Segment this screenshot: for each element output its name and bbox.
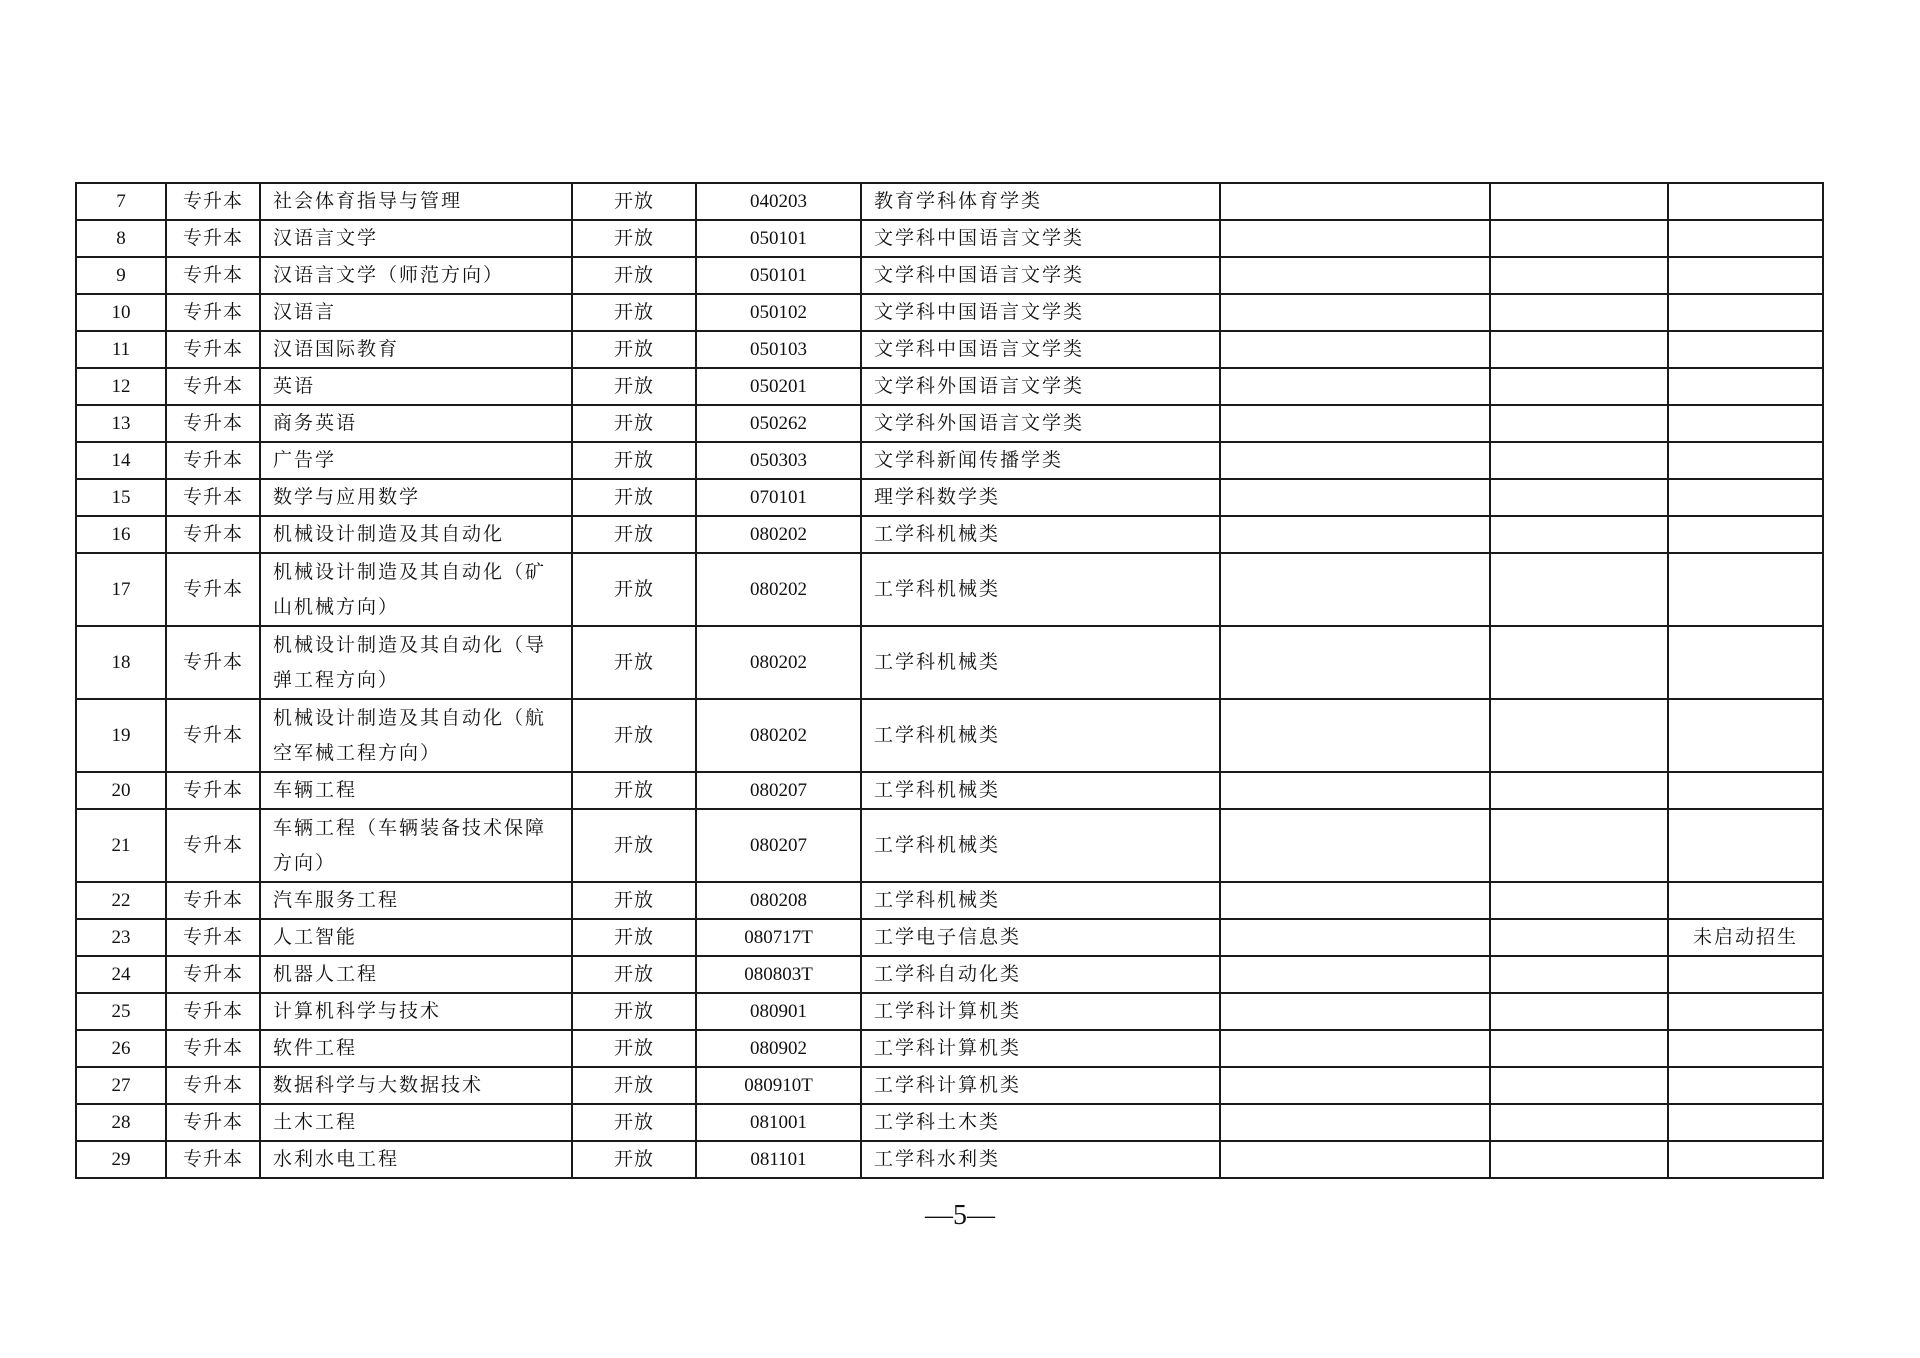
education-level-cell: 专升本 (166, 772, 260, 809)
major-code-cell: 040203 (696, 183, 861, 220)
education-level-cell: 专升本 (166, 442, 260, 479)
table-row (76, 993, 1823, 1030)
education-level-cell: 专升本 (166, 553, 260, 626)
discipline-category-cell: 工学科土木类 (861, 1104, 1220, 1141)
major-name-cell: 广告学 (260, 442, 572, 479)
extra-cell-1 (1220, 1104, 1490, 1141)
extra-cell-2 (1490, 405, 1668, 442)
enrollment-status-cell: 开放 (572, 1030, 696, 1067)
extra-cell-2 (1490, 368, 1668, 405)
major-name-cell: 数学与应用数学 (260, 479, 572, 516)
row-number-cell: 26 (76, 1030, 166, 1067)
extra-cell-1 (1220, 626, 1490, 699)
table-row (76, 626, 1823, 699)
row-number-cell: 17 (76, 553, 166, 626)
education-level-cell: 专升本 (166, 809, 260, 882)
row-number-cell: 23 (76, 919, 166, 956)
extra-cell-1 (1220, 257, 1490, 294)
extra-cell-2 (1490, 993, 1668, 1030)
major-name-cell: 计算机科学与技术 (260, 993, 572, 1030)
discipline-category-cell: 文学科外国语言文学类 (861, 368, 1220, 405)
remark-cell: 未启动招生 (1668, 919, 1823, 956)
major-table (75, 182, 1824, 1179)
extra-cell-1 (1220, 442, 1490, 479)
extra-cell-2 (1490, 479, 1668, 516)
row-number-cell: 20 (76, 772, 166, 809)
discipline-category-cell: 工学科机械类 (861, 553, 1220, 626)
extra-cell-2 (1490, 809, 1668, 882)
discipline-category-cell: 文学科中国语言文学类 (861, 220, 1220, 257)
enrollment-status-cell: 开放 (572, 331, 696, 368)
extra-cell-1 (1220, 993, 1490, 1030)
major-code-cell: 050201 (696, 368, 861, 405)
major-name-cell: 水利水电工程 (260, 1141, 572, 1178)
major-code-cell: 050101 (696, 220, 861, 257)
education-level-cell: 专升本 (166, 626, 260, 699)
major-code-cell: 080717T (696, 919, 861, 956)
extra-cell-1 (1220, 919, 1490, 956)
extra-cell-1 (1220, 956, 1490, 993)
enrollment-status-cell: 开放 (572, 368, 696, 405)
major-code-cell: 050103 (696, 331, 861, 368)
row-number-cell: 24 (76, 956, 166, 993)
education-level-cell: 专升本 (166, 294, 260, 331)
row-number-cell: 15 (76, 479, 166, 516)
major-code-cell: 050262 (696, 405, 861, 442)
major-name-cell: 机械设计制造及其自动化 (260, 516, 572, 553)
major-code-cell: 050101 (696, 257, 861, 294)
extra-cell-2 (1490, 183, 1668, 220)
extra-cell-1 (1220, 1030, 1490, 1067)
extra-cell-1 (1220, 809, 1490, 882)
major-name-cell: 机械设计制造及其自动化（导弹工程方向） (260, 626, 572, 699)
discipline-category-cell: 文学科新闻传播学类 (861, 442, 1220, 479)
extra-cell-1 (1220, 294, 1490, 331)
table-row (76, 516, 1823, 553)
major-code-cell: 080910T (696, 1067, 861, 1104)
major-code-cell: 080803T (696, 956, 861, 993)
education-level-cell: 专升本 (166, 699, 260, 772)
row-number-cell: 16 (76, 516, 166, 553)
enrollment-status-cell: 开放 (572, 772, 696, 809)
row-number-cell: 19 (76, 699, 166, 772)
major-name-cell: 社会体育指导与管理 (260, 183, 572, 220)
education-level-cell: 专升本 (166, 1104, 260, 1141)
education-level-cell: 专升本 (166, 516, 260, 553)
extra-cell-2 (1490, 553, 1668, 626)
table-row (76, 183, 1823, 220)
education-level-cell: 专升本 (166, 257, 260, 294)
remark-cell (1668, 553, 1823, 626)
major-name-cell: 软件工程 (260, 1030, 572, 1067)
major-code-cell: 081101 (696, 1141, 861, 1178)
education-level-cell: 专升本 (166, 331, 260, 368)
row-number-cell: 9 (76, 257, 166, 294)
extra-cell-1 (1220, 220, 1490, 257)
major-name-cell: 汽车服务工程 (260, 882, 572, 919)
extra-cell-1 (1220, 331, 1490, 368)
discipline-category-cell: 工学科机械类 (861, 809, 1220, 882)
extra-cell-2 (1490, 882, 1668, 919)
extra-cell-2 (1490, 956, 1668, 993)
discipline-category-cell: 理学科数学类 (861, 479, 1220, 516)
remark-cell (1668, 294, 1823, 331)
major-code-cell: 050303 (696, 442, 861, 479)
extra-cell-1 (1220, 516, 1490, 553)
enrollment-status-cell: 开放 (572, 809, 696, 882)
table-row (76, 1030, 1823, 1067)
enrollment-status-cell: 开放 (572, 294, 696, 331)
remark-cell (1668, 516, 1823, 553)
major-code-cell: 080207 (696, 772, 861, 809)
row-number-cell: 7 (76, 183, 166, 220)
discipline-category-cell: 工学电子信息类 (861, 919, 1220, 956)
discipline-category-cell: 工学科机械类 (861, 626, 1220, 699)
enrollment-status-cell: 开放 (572, 553, 696, 626)
remark-cell (1668, 479, 1823, 516)
education-level-cell: 专升本 (166, 882, 260, 919)
education-level-cell: 专升本 (166, 405, 260, 442)
education-level-cell: 专升本 (166, 368, 260, 405)
remark-cell (1668, 405, 1823, 442)
discipline-category-cell: 教育学科体育学类 (861, 183, 1220, 220)
extra-cell-1 (1220, 699, 1490, 772)
discipline-category-cell: 工学科计算机类 (861, 1067, 1220, 1104)
major-name-cell: 车辆工程（车辆装备技术保障方向） (260, 809, 572, 882)
table-row (76, 553, 1823, 626)
education-level-cell: 专升本 (166, 1030, 260, 1067)
row-number-cell: 10 (76, 294, 166, 331)
table-row (76, 809, 1823, 882)
major-code-cell: 080207 (696, 809, 861, 882)
extra-cell-2 (1490, 772, 1668, 809)
discipline-category-cell: 工学科机械类 (861, 772, 1220, 809)
row-number-cell: 11 (76, 331, 166, 368)
extra-cell-1 (1220, 1067, 1490, 1104)
extra-cell-1 (1220, 479, 1490, 516)
education-level-cell: 专升本 (166, 1141, 260, 1178)
enrollment-status-cell: 开放 (572, 882, 696, 919)
major-name-cell: 人工智能 (260, 919, 572, 956)
education-level-cell: 专升本 (166, 1067, 260, 1104)
discipline-category-cell: 工学科自动化类 (861, 956, 1220, 993)
row-number-cell: 18 (76, 626, 166, 699)
table-row (76, 699, 1823, 772)
major-code-cell: 080208 (696, 882, 861, 919)
remark-cell (1668, 699, 1823, 772)
remark-cell (1668, 956, 1823, 993)
enrollment-status-cell: 开放 (572, 699, 696, 772)
enrollment-status-cell: 开放 (572, 516, 696, 553)
row-number-cell: 29 (76, 1141, 166, 1178)
remark-cell (1668, 331, 1823, 368)
table-row (76, 956, 1823, 993)
major-code-cell: 080901 (696, 993, 861, 1030)
discipline-category-cell: 工学科计算机类 (861, 993, 1220, 1030)
extra-cell-2 (1490, 1030, 1668, 1067)
remark-cell (1668, 368, 1823, 405)
extra-cell-1 (1220, 882, 1490, 919)
discipline-category-cell: 工学科机械类 (861, 699, 1220, 772)
discipline-category-cell: 文学科中国语言文学类 (861, 331, 1220, 368)
discipline-category-cell: 文学科中国语言文学类 (861, 294, 1220, 331)
major-name-cell: 汉语国际教育 (260, 331, 572, 368)
row-number-cell: 21 (76, 809, 166, 882)
table-row (76, 294, 1823, 331)
enrollment-status-cell: 开放 (572, 183, 696, 220)
major-name-cell: 机械设计制造及其自动化（航空军械工程方向） (260, 699, 572, 772)
extra-cell-2 (1490, 1104, 1668, 1141)
table-row (76, 882, 1823, 919)
extra-cell-1 (1220, 772, 1490, 809)
extra-cell-2 (1490, 1141, 1668, 1178)
major-code-cell: 080202 (696, 553, 861, 626)
enrollment-status-cell: 开放 (572, 479, 696, 516)
enrollment-status-cell: 开放 (572, 956, 696, 993)
education-level-cell: 专升本 (166, 919, 260, 956)
discipline-category-cell: 工学科计算机类 (861, 1030, 1220, 1067)
enrollment-status-cell: 开放 (572, 257, 696, 294)
major-name-cell: 英语 (260, 368, 572, 405)
major-code-cell: 080202 (696, 516, 861, 553)
education-level-cell: 专升本 (166, 993, 260, 1030)
extra-cell-1 (1220, 183, 1490, 220)
extra-cell-2 (1490, 919, 1668, 956)
extra-cell-2 (1490, 220, 1668, 257)
row-number-cell: 13 (76, 405, 166, 442)
table-row (76, 405, 1823, 442)
extra-cell-1 (1220, 1141, 1490, 1178)
enrollment-status-cell: 开放 (572, 1067, 696, 1104)
discipline-category-cell: 文学科外国语言文学类 (861, 405, 1220, 442)
major-name-cell: 商务英语 (260, 405, 572, 442)
extra-cell-2 (1490, 294, 1668, 331)
extra-cell-2 (1490, 442, 1668, 479)
major-code-cell: 080202 (696, 699, 861, 772)
education-level-cell: 专升本 (166, 220, 260, 257)
table-row (76, 331, 1823, 368)
extra-cell-1 (1220, 368, 1490, 405)
table-row (76, 1104, 1823, 1141)
remark-cell (1668, 882, 1823, 919)
row-number-cell: 27 (76, 1067, 166, 1104)
table-row (76, 772, 1823, 809)
enrollment-status-cell: 开放 (572, 1104, 696, 1141)
remark-cell (1668, 772, 1823, 809)
table-row (76, 919, 1823, 956)
row-number-cell: 8 (76, 220, 166, 257)
enrollment-status-cell: 开放 (572, 626, 696, 699)
row-number-cell: 28 (76, 1104, 166, 1141)
table-row (76, 442, 1823, 479)
major-name-cell: 车辆工程 (260, 772, 572, 809)
remark-cell (1668, 1030, 1823, 1067)
extra-cell-2 (1490, 1067, 1668, 1104)
education-level-cell: 专升本 (166, 479, 260, 516)
remark-cell (1668, 993, 1823, 1030)
extra-cell-2 (1490, 331, 1668, 368)
enrollment-status-cell: 开放 (572, 220, 696, 257)
extra-cell-2 (1490, 257, 1668, 294)
remark-cell (1668, 442, 1823, 479)
major-name-cell: 汉语言文学 (260, 220, 572, 257)
enrollment-status-cell: 开放 (572, 405, 696, 442)
major-code-cell: 080202 (696, 626, 861, 699)
discipline-category-cell: 工学科水利类 (861, 1141, 1220, 1178)
row-number-cell: 22 (76, 882, 166, 919)
table-row (76, 479, 1823, 516)
remark-cell (1668, 626, 1823, 699)
table-row (76, 1067, 1823, 1104)
table-row (76, 368, 1823, 405)
remark-cell (1668, 183, 1823, 220)
discipline-category-cell: 文学科中国语言文学类 (861, 257, 1220, 294)
major-name-cell: 机械设计制造及其自动化（矿山机械方向） (260, 553, 572, 626)
remark-cell (1668, 1067, 1823, 1104)
enrollment-status-cell: 开放 (572, 1141, 696, 1178)
row-number-cell: 25 (76, 993, 166, 1030)
discipline-category-cell: 工学科机械类 (861, 882, 1220, 919)
major-code-cell: 080902 (696, 1030, 861, 1067)
major-code-cell: 081001 (696, 1104, 861, 1141)
major-name-cell: 汉语言文学（师范方向） (260, 257, 572, 294)
education-level-cell: 专升本 (166, 956, 260, 993)
major-name-cell: 土木工程 (260, 1104, 572, 1141)
row-number-cell: 14 (76, 442, 166, 479)
major-name-cell: 数据科学与大数据技术 (260, 1067, 572, 1104)
table-body (76, 183, 1823, 1178)
table-row (76, 257, 1823, 294)
extra-cell-2 (1490, 626, 1668, 699)
education-level-cell: 专升本 (166, 183, 260, 220)
remark-cell (1668, 1104, 1823, 1141)
remark-cell (1668, 809, 1823, 882)
row-number-cell: 12 (76, 368, 166, 405)
remark-cell (1668, 1141, 1823, 1178)
remark-cell (1668, 220, 1823, 257)
major-name-cell: 机器人工程 (260, 956, 572, 993)
table-row (76, 1141, 1823, 1178)
page-number: —5— (925, 1200, 995, 1231)
major-code-cell: 070101 (696, 479, 861, 516)
extra-cell-2 (1490, 516, 1668, 553)
extra-cell-2 (1490, 699, 1668, 772)
enrollment-status-cell: 开放 (572, 993, 696, 1030)
table-row (76, 220, 1823, 257)
major-name-cell: 汉语言 (260, 294, 572, 331)
remark-cell (1668, 257, 1823, 294)
enrollment-status-cell: 开放 (572, 919, 696, 956)
extra-cell-1 (1220, 553, 1490, 626)
extra-cell-1 (1220, 405, 1490, 442)
major-code-cell: 050102 (696, 294, 861, 331)
enrollment-status-cell: 开放 (572, 442, 696, 479)
discipline-category-cell: 工学科机械类 (861, 516, 1220, 553)
